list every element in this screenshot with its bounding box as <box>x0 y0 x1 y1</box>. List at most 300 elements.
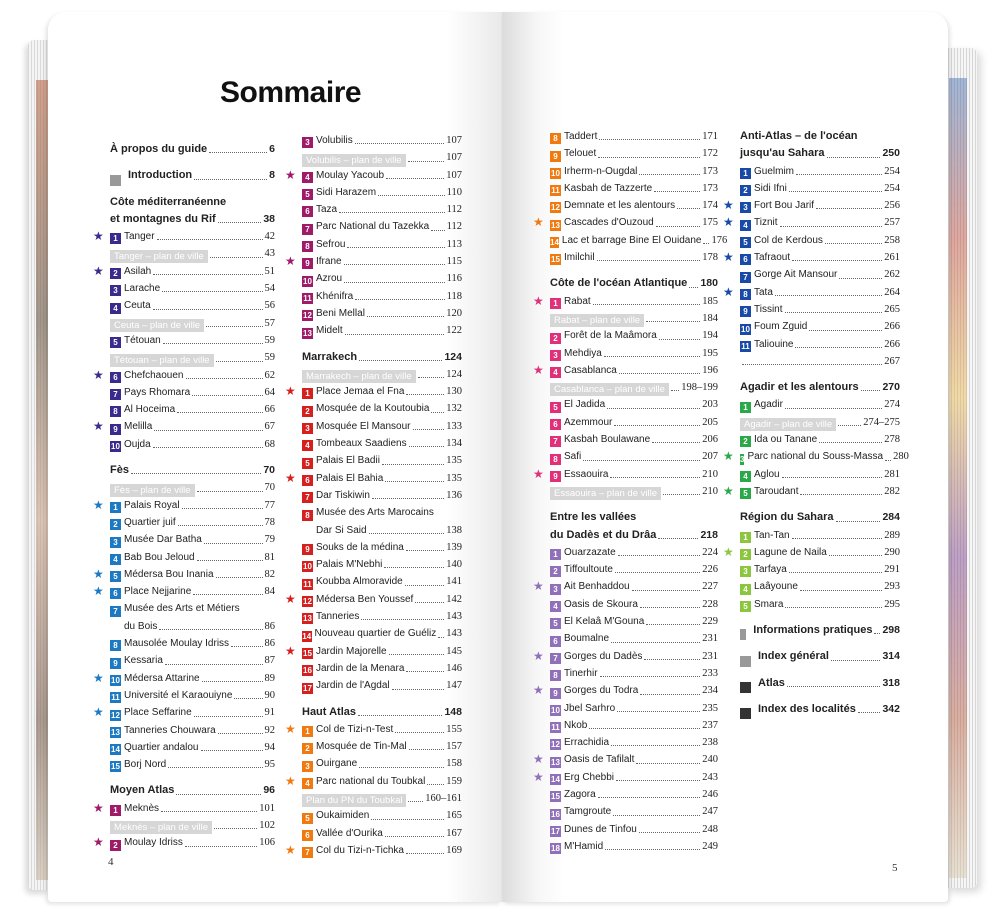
entry-number-badge: 3 <box>302 137 313 148</box>
toc-map-entry[interactable] <box>550 310 718 327</box>
page-ref: 262 <box>884 269 900 281</box>
toc-map-entry[interactable] <box>302 790 462 807</box>
toc-entry[interactable] <box>550 327 718 344</box>
toc-map-entry[interactable] <box>110 349 275 366</box>
page-ref: 130 <box>446 386 462 398</box>
toc-entry[interactable] <box>550 414 718 431</box>
dot-leader <box>367 316 444 317</box>
toc-entry[interactable] <box>285 721 462 738</box>
section-title: À propos du guide <box>110 143 208 155</box>
toc-entry[interactable] <box>550 544 718 561</box>
toc-map-entry[interactable] <box>110 245 275 262</box>
entry-number-badge: 2 <box>550 566 561 577</box>
dot-leader <box>218 222 262 223</box>
page-edges-left <box>28 40 50 890</box>
toc-entry[interactable] <box>740 466 900 483</box>
toc-entry[interactable] <box>740 232 900 249</box>
toc-entry[interactable] <box>550 561 718 578</box>
toc-entry[interactable] <box>93 367 275 384</box>
toc-entry[interactable] <box>110 635 275 652</box>
page-ref: 318 <box>882 676 900 689</box>
toc-entry[interactable] <box>93 263 275 280</box>
section-title: du Dadès et du Drâa <box>550 528 657 541</box>
entry-number-badge: 1 <box>110 805 121 816</box>
toc-section-heading[interactable] <box>550 275 718 292</box>
toc-entry[interactable] <box>93 418 275 435</box>
toc-section-heading[interactable] <box>550 527 718 544</box>
star-icon: ★ <box>285 773 296 788</box>
dot-leader <box>194 179 267 180</box>
section-spacer <box>110 773 275 782</box>
toc-entry[interactable] <box>550 596 718 613</box>
entry-title: Moulay Idriss <box>124 837 183 849</box>
toc-entry[interactable] <box>740 336 900 353</box>
page-ref: 267 <box>884 355 900 367</box>
toc-entry[interactable] <box>740 180 900 197</box>
toc-entry[interactable] <box>723 214 900 231</box>
dot-leader <box>216 577 263 578</box>
dot-leader <box>671 390 679 391</box>
entry-title: Laâyoune <box>754 581 798 593</box>
toc-entry[interactable] <box>93 704 275 721</box>
page-ref: 178 <box>702 252 718 264</box>
toc-entry[interactable] <box>285 643 462 660</box>
toc-entry[interactable] <box>723 483 900 500</box>
toc-section-heading[interactable] <box>110 782 275 799</box>
dot-leader <box>438 637 444 638</box>
toc-map-entry[interactable] <box>740 414 900 431</box>
toc-entry[interactable] <box>302 504 462 521</box>
toc-entry[interactable] <box>550 734 718 751</box>
dot-leader <box>819 442 882 443</box>
toc-entry[interactable] <box>740 396 900 413</box>
page-ref: 107 <box>446 135 462 146</box>
toc-entry[interactable] <box>93 583 275 600</box>
entry-title: Casablanca <box>564 364 617 376</box>
dot-leader <box>800 494 882 495</box>
toc-entry[interactable] <box>302 236 462 253</box>
entry-title: Oujda <box>124 438 151 450</box>
toc-section-heading[interactable] <box>740 622 900 639</box>
entry-title: Vallée d'Ourika <box>316 827 383 839</box>
toc-entry[interactable] <box>550 345 718 362</box>
toc-entry[interactable] <box>550 431 718 448</box>
page-ref: 210 <box>702 468 718 480</box>
toc-entry[interactable] <box>110 739 275 756</box>
section-title: Index des localités <box>758 702 856 715</box>
toc-entry[interactable] <box>285 773 462 790</box>
toc-section-heading[interactable] <box>740 701 900 718</box>
toc-entry[interactable] <box>110 531 275 548</box>
toc-entry[interactable] <box>740 578 900 595</box>
toc-entry[interactable] <box>740 431 900 448</box>
toc-entry[interactable] <box>740 301 900 318</box>
toc-section-heading[interactable] <box>740 509 900 526</box>
toc-entry[interactable] <box>550 717 718 734</box>
toc-section-heading[interactable] <box>740 379 900 396</box>
page-ref: 57 <box>264 317 275 329</box>
toc-entry[interactable] <box>533 293 718 310</box>
toc-entry[interactable] <box>110 756 275 773</box>
dot-leader <box>210 257 263 258</box>
toc-section-heading[interactable] <box>110 141 275 158</box>
toc-entry[interactable] <box>110 297 275 314</box>
toc-section-heading[interactable] <box>740 145 900 162</box>
entry-number-badge: 7 <box>302 847 313 858</box>
section-spacer <box>740 370 900 379</box>
toc-entry[interactable] <box>302 573 462 590</box>
star-icon: ★ <box>723 215 734 230</box>
toc-entry[interactable] <box>302 201 462 218</box>
toc-entry[interactable] <box>110 332 275 349</box>
toc-entry[interactable] <box>550 145 718 162</box>
toc-entry[interactable] <box>285 591 462 608</box>
toc-entry[interactable] <box>533 578 718 595</box>
toc-entry[interactable] <box>550 821 718 838</box>
toc-section-heading[interactable] <box>110 167 275 184</box>
toc-entry[interactable] <box>550 163 718 180</box>
toc-entry[interactable] <box>110 280 275 297</box>
entry-title: Beni Mellal <box>316 307 365 319</box>
toc-section-heading[interactable] <box>110 194 275 211</box>
entry-title: Tan-Tan <box>754 529 790 541</box>
toc-entry[interactable] <box>723 448 909 465</box>
entry-number-badge: 6 <box>110 588 121 599</box>
toc-entry[interactable] <box>550 700 718 717</box>
entry-number-badge: 12 <box>303 311 312 321</box>
entry-title: Forêt de la Maâmora <box>564 330 657 342</box>
toc-entry[interactable] <box>550 249 718 266</box>
toc-section-heading[interactable] <box>110 211 275 228</box>
toc-entry[interactable] <box>110 722 275 739</box>
page-ref: 62 <box>264 369 275 381</box>
toc-entry[interactable] <box>740 318 900 335</box>
toc-entry[interactable] <box>533 682 718 699</box>
toc-entry[interactable] <box>285 383 462 400</box>
toc-entry[interactable] <box>302 755 462 772</box>
entry-title: Taroudant <box>754 485 799 497</box>
entry-number-badge: 9 <box>110 424 121 435</box>
page-ref: 68 <box>264 438 275 450</box>
toc-entry[interactable] <box>302 539 462 556</box>
dot-leader <box>405 585 445 586</box>
toc-entry[interactable] <box>302 305 462 322</box>
page-ref: 96 <box>263 784 275 797</box>
toc-entry[interactable] <box>302 825 462 842</box>
page-ref: 120 <box>446 307 462 319</box>
toc-entry[interactable] <box>302 608 462 625</box>
toc-section-heading[interactable] <box>550 509 718 526</box>
dot-leader <box>427 784 444 785</box>
toc-section-heading[interactable] <box>740 675 900 692</box>
toc-map-entry[interactable] <box>302 366 462 383</box>
toc-entry[interactable] <box>533 466 718 483</box>
dot-leader <box>838 425 861 426</box>
toc-entry[interactable] <box>110 652 275 669</box>
map-label: Casablanca – plan de ville <box>550 383 669 396</box>
star-icon: ★ <box>285 254 296 269</box>
toc-entry[interactable] <box>550 613 718 630</box>
entry-title: Mosquée El Mansour <box>316 420 411 432</box>
toc-entry[interactable] <box>740 163 900 180</box>
entry-number-badge: 16 <box>551 809 560 819</box>
toc-entry[interactable] <box>110 401 275 418</box>
toc-entry[interactable] <box>723 284 900 301</box>
entry-number-badge: 9 <box>302 544 313 555</box>
toc-entry[interactable] <box>93 566 275 583</box>
page-ref: 148 <box>444 705 462 718</box>
dot-leader <box>639 832 700 833</box>
entry-number-badge: 11 <box>303 293 312 303</box>
page-ref: 82 <box>264 568 275 580</box>
page-ref: 91 <box>264 707 275 719</box>
toc-section-heading[interactable] <box>110 462 275 479</box>
toc-entry[interactable] <box>550 630 718 647</box>
toc-section-heading[interactable] <box>302 704 462 721</box>
page-ref: 8 <box>269 169 275 182</box>
toc-map-entry[interactable] <box>550 483 718 500</box>
toc-entry[interactable] <box>302 522 462 539</box>
toc-entry[interactable] <box>723 249 900 266</box>
section-spacer <box>110 132 275 141</box>
section-spacer <box>110 185 275 194</box>
toc-entry[interactable] <box>93 670 275 687</box>
toc-entry[interactable] <box>285 253 462 270</box>
toc-entry[interactable] <box>110 687 275 704</box>
toc-entry[interactable] <box>533 214 718 231</box>
toc-entry[interactable] <box>533 648 718 665</box>
toc-entry[interactable] <box>723 544 900 561</box>
entry-number-badge: 5 <box>550 402 561 413</box>
dot-leader <box>600 676 701 677</box>
entry-title: Gorges du Todra <box>564 685 639 697</box>
page-ref: 203 <box>702 399 718 411</box>
entry-number-badge: 11 <box>111 693 120 703</box>
toc-entry[interactable] <box>533 751 718 768</box>
toc-entry[interactable] <box>302 184 462 201</box>
toc-map-entry[interactable] <box>110 315 275 332</box>
entry-title: Pays Rhomara <box>124 386 191 398</box>
page-ref: 205 <box>702 416 718 428</box>
toc-entry[interactable] <box>740 596 900 613</box>
entry-title: Kasbah Boulawane <box>564 434 651 446</box>
toc-entry[interactable] <box>550 665 718 682</box>
entry-number-badge: 9 <box>302 258 313 269</box>
toc-entry[interactable] <box>550 197 718 214</box>
dot-leader <box>359 767 444 768</box>
page-ref: 266 <box>884 338 900 350</box>
dot-leader <box>163 343 263 344</box>
page-ref: 282 <box>884 485 900 497</box>
entry-number-badge: 12 <box>551 740 560 750</box>
page-ref: 207 <box>702 451 718 463</box>
page-ref: 265 <box>884 303 900 315</box>
entry-number-badge: 5 <box>110 571 121 582</box>
toc-entry[interactable] <box>302 132 462 149</box>
page-ref: 231 <box>702 633 718 645</box>
dot-leader <box>613 815 700 816</box>
dot-leader <box>389 654 445 655</box>
toc-map-entry[interactable] <box>302 149 462 166</box>
entry-title: Khénifra <box>316 290 354 302</box>
toc-entry[interactable] <box>302 807 462 824</box>
toc-entry[interactable] <box>302 435 462 452</box>
entry-number-badge: 4 <box>740 220 751 231</box>
toc-entry[interactable] <box>302 738 462 755</box>
dot-leader <box>614 425 700 426</box>
page-number-right: 5 <box>892 862 898 874</box>
toc-entry[interactable] <box>110 384 275 401</box>
toc-entry[interactable] <box>302 218 462 235</box>
entry-title: Mosquée de la Koutoubia <box>316 403 430 415</box>
toc-entry[interactable] <box>550 448 718 465</box>
page-ref: 155 <box>446 723 462 735</box>
toc-entry[interactable] <box>740 561 900 578</box>
toc-entry[interactable] <box>110 600 275 617</box>
toc-entry[interactable] <box>550 786 718 803</box>
dot-leader <box>659 339 700 340</box>
entry-title: Tombeaux Saadiens <box>316 438 407 450</box>
entry-number-badge: 3 <box>550 584 561 595</box>
entry-title: Zagora <box>564 788 596 800</box>
toc-entry[interactable] <box>302 322 462 339</box>
page-edges-right <box>945 48 977 888</box>
toc-map-entry[interactable] <box>110 479 275 496</box>
page-ref: 270 <box>882 381 900 394</box>
entry-number-badge: 1 <box>110 233 121 244</box>
toc-entry[interactable] <box>740 353 900 370</box>
entry-number-badge: 4 <box>302 172 313 183</box>
page-ref: 196 <box>702 364 718 376</box>
page-ref: 257 <box>884 217 900 229</box>
dot-leader <box>829 555 882 556</box>
toc-entry[interactable] <box>533 769 718 786</box>
page-ref: 174 <box>702 200 718 212</box>
entry-number-badge: 9 <box>550 688 561 699</box>
toc-entry[interactable] <box>302 270 462 287</box>
page-ref: 112 <box>446 204 462 216</box>
section-title: Index général <box>758 650 829 663</box>
toc-entry[interactable] <box>110 618 275 635</box>
toc-entry[interactable] <box>302 452 462 469</box>
page-ref: 280 <box>893 451 909 463</box>
entry-title: Col de Kerdous <box>754 234 823 246</box>
entry-number-badge: 2 <box>740 185 751 196</box>
entry-number-badge: 9 <box>110 658 121 669</box>
entry-number-badge: 7 <box>110 389 121 400</box>
dot-leader <box>192 395 262 396</box>
dot-leader <box>597 260 701 261</box>
toc-map-entry[interactable] <box>550 379 718 396</box>
entry-title: Taliouine <box>754 338 794 350</box>
dot-leader <box>176 794 261 795</box>
toc-section-heading[interactable] <box>302 349 462 366</box>
page-ref: 291 <box>884 564 900 576</box>
toc-entry[interactable] <box>302 677 462 694</box>
page-ref: 160–161 <box>425 792 462 804</box>
toc-entry[interactable] <box>285 842 462 859</box>
toc-entry[interactable] <box>740 527 900 544</box>
entry-title: Tarfaya <box>754 564 787 576</box>
toc-entry[interactable] <box>302 400 462 417</box>
page-ref: 249 <box>702 840 718 852</box>
map-label: Marrakech – plan de ville <box>302 370 416 383</box>
toc-entry[interactable] <box>110 514 275 531</box>
toc-entry[interactable] <box>550 396 718 413</box>
toc-entry[interactable] <box>302 556 462 573</box>
star-icon: ★ <box>93 584 104 599</box>
entry-title: Place Nejjarine <box>124 586 192 598</box>
entry-number-badge: 1 <box>550 549 561 560</box>
dot-leader <box>792 538 883 539</box>
toc-entry[interactable] <box>285 470 462 487</box>
star-icon: ★ <box>93 497 104 512</box>
entry-number-badge: 11 <box>303 579 312 589</box>
toc-entry[interactable] <box>740 266 900 283</box>
toc-entry[interactable] <box>302 487 462 504</box>
toc-entry[interactable] <box>93 497 275 514</box>
page-ref: 133 <box>446 420 462 432</box>
toc-entry[interactable] <box>723 197 900 214</box>
section-title: Haut Atlas <box>302 705 356 718</box>
toc-entry[interactable] <box>110 436 275 453</box>
entry-number-badge: 7 <box>550 653 561 664</box>
toc-entry[interactable] <box>302 625 462 642</box>
toc-entry[interactable] <box>285 167 462 184</box>
toc-entry[interactable] <box>93 228 275 245</box>
entry-title: Azemmour <box>564 416 613 428</box>
page-ref: 81 <box>264 551 275 563</box>
dot-leader <box>598 157 700 158</box>
page-ref: 238 <box>702 737 718 749</box>
dot-leader <box>418 377 445 378</box>
entry-number-badge: 4 <box>740 471 751 482</box>
star-icon: ★ <box>723 284 734 299</box>
entry-title: Parc National du Tazekka <box>316 221 430 233</box>
entry-title: Tissint <box>754 303 783 315</box>
section-spacer <box>302 340 462 349</box>
star-icon: ★ <box>285 721 296 736</box>
toc-entry[interactable] <box>302 418 462 435</box>
page-ref: 173 <box>702 165 718 177</box>
entry-number-badge: 3 <box>302 423 313 434</box>
toc-section-heading[interactable] <box>740 128 900 145</box>
toc-entry[interactable] <box>93 800 275 817</box>
toc-entry[interactable] <box>302 288 462 305</box>
toc-entry[interactable] <box>550 180 718 197</box>
toc-entry[interactable] <box>533 362 718 379</box>
dot-leader <box>816 208 882 209</box>
page-ref: 59 <box>264 352 275 364</box>
toc-entry[interactable] <box>550 232 728 249</box>
toc-map-entry[interactable] <box>110 817 275 834</box>
entry-title: Oasis de Tafilalt <box>564 754 635 766</box>
dot-leader <box>652 442 700 443</box>
dot-leader <box>359 360 442 361</box>
page-ref: 66 <box>264 404 275 416</box>
dot-leader <box>615 572 700 573</box>
toc-entry[interactable] <box>550 128 718 145</box>
toc-entry[interactable] <box>93 834 275 851</box>
dot-leader <box>785 408 882 409</box>
entry-title: Médersa Ben Youssef <box>316 593 414 605</box>
toc-section-heading[interactable] <box>740 648 900 665</box>
toc-entry[interactable] <box>302 660 462 677</box>
toc-entry[interactable] <box>550 803 718 820</box>
toc-entry[interactable] <box>550 838 718 855</box>
toc-entry[interactable] <box>110 549 275 566</box>
entry-number-badge: 7 <box>302 224 313 235</box>
